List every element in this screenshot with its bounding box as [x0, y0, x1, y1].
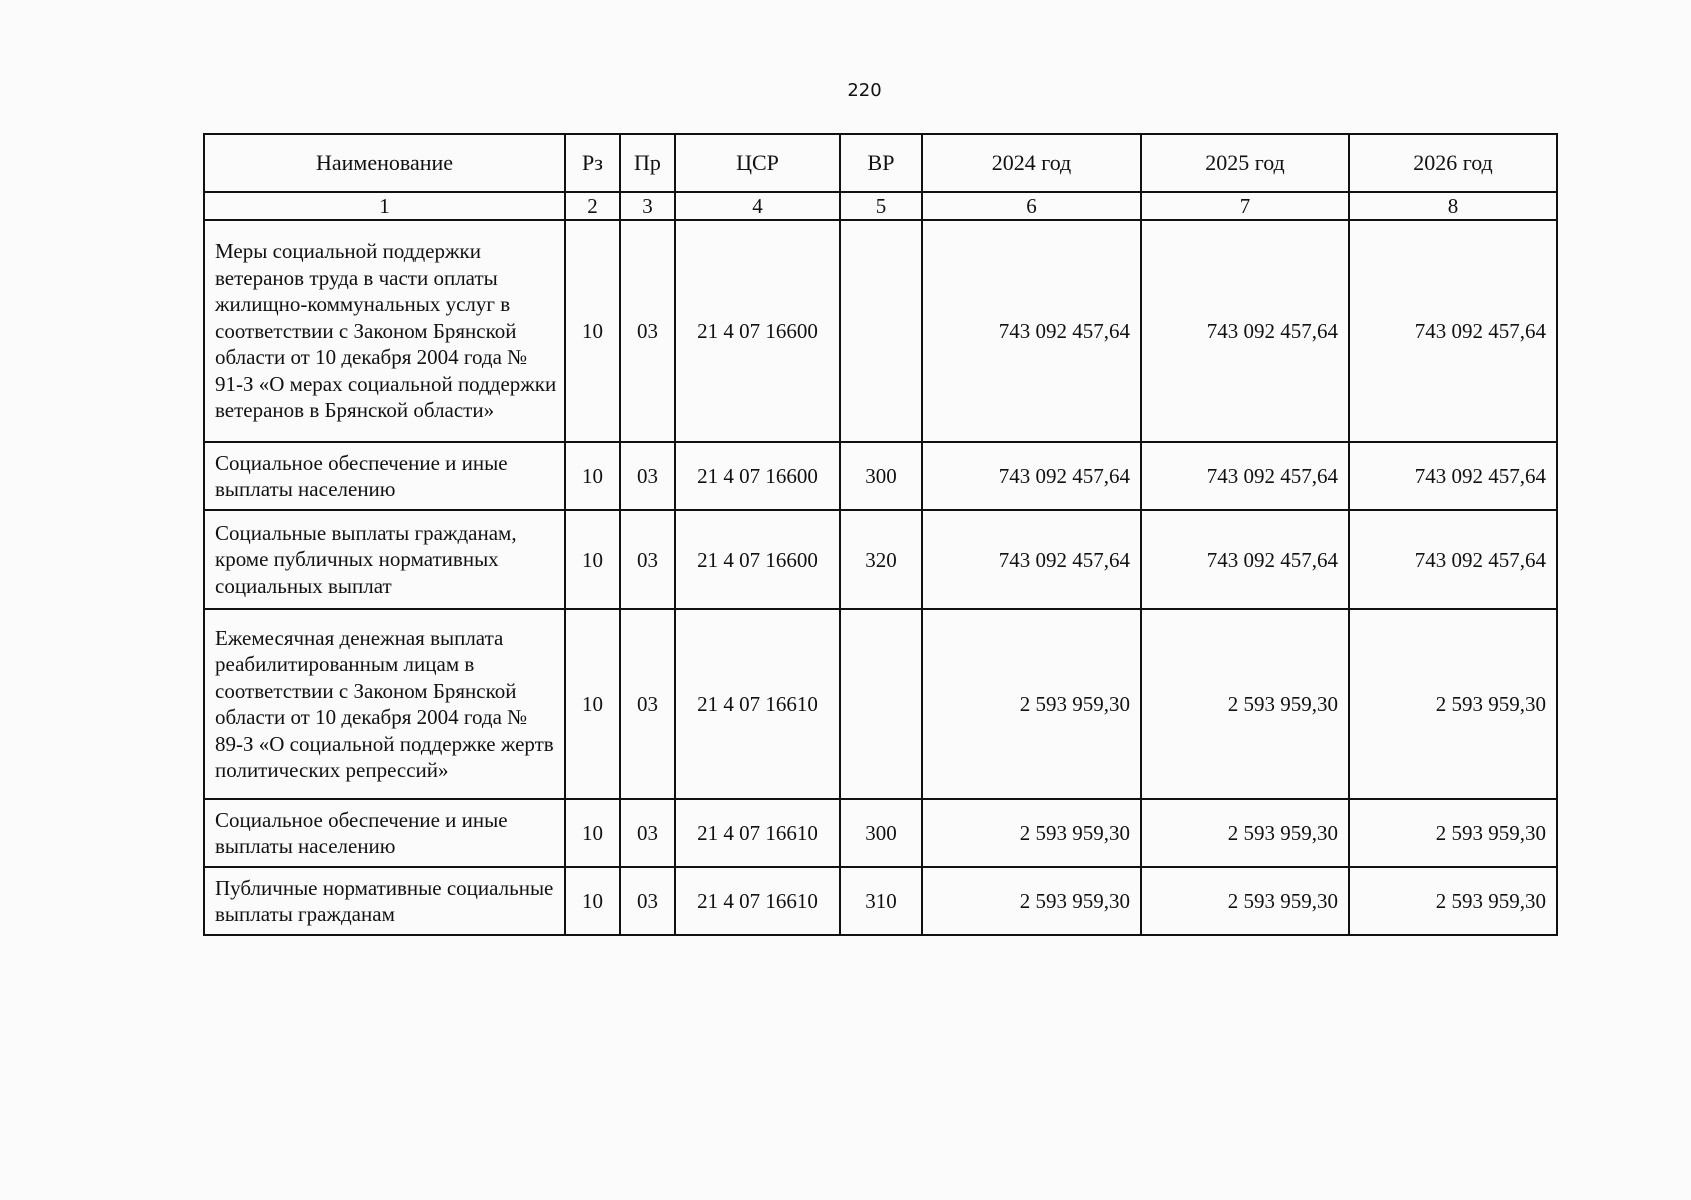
- row-name: Меры социальной поддержки ветеранов труда в части оплаты жилищно-коммунальных услуг в соответствии с Законом Брянской области от 10 декабря 2004 года № 91-З «О мерах социальной поддержки ветеранов в Брянской области»: [204, 220, 565, 442]
- row-2025: 2 593 959,30: [1141, 609, 1349, 799]
- row-pr: 03: [620, 510, 675, 609]
- table-row: [204, 609, 1557, 799]
- header-2025: 2025 год: [1141, 134, 1349, 192]
- table-row: [204, 220, 1557, 442]
- row-vr: 300: [840, 442, 922, 510]
- page-number: 220: [847, 80, 882, 101]
- row-rz: 10: [565, 867, 620, 935]
- header-pr: Пр: [620, 134, 675, 192]
- row-2025: 743 092 457,64: [1141, 510, 1349, 609]
- row-vr: 300: [840, 799, 922, 867]
- row-2025: 743 092 457,64: [1141, 220, 1349, 442]
- header-vr: ВР: [840, 134, 922, 192]
- row-2026: 2 593 959,30: [1349, 867, 1557, 935]
- row-2024: 743 092 457,64: [922, 510, 1141, 609]
- row-csr: 21 4 07 16610: [675, 799, 840, 867]
- header-row: [204, 134, 1557, 192]
- row-csr: 21 4 07 16610: [675, 609, 840, 799]
- row-pr: 03: [620, 867, 675, 935]
- table-row: [204, 799, 1557, 867]
- row-2026: 2 593 959,30: [1349, 799, 1557, 867]
- row-rz: 10: [565, 510, 620, 609]
- header-csr: ЦСР: [675, 134, 840, 192]
- row-csr: 21 4 07 16600: [675, 510, 840, 609]
- budget-table: [203, 133, 1558, 936]
- column-number: 6: [922, 192, 1141, 220]
- table-row: [204, 442, 1557, 510]
- row-vr: [840, 220, 922, 442]
- row-name: Социальные выплаты гражданам, кроме публичных нормативных социальных выплат: [204, 510, 565, 609]
- row-vr: [840, 609, 922, 799]
- row-rz: 10: [565, 609, 620, 799]
- row-rz: 10: [565, 220, 620, 442]
- row-2024: 2 593 959,30: [922, 799, 1141, 867]
- row-2026: 743 092 457,64: [1349, 510, 1557, 609]
- column-number-row: [204, 192, 1557, 220]
- row-name: Социальное обеспечение и иные выплаты населению: [204, 799, 565, 867]
- header-2024: 2024 год: [922, 134, 1141, 192]
- column-number: 8: [1349, 192, 1557, 220]
- row-2025: 743 092 457,64: [1141, 442, 1349, 510]
- header-rz: Рз: [565, 134, 620, 192]
- row-pr: 03: [620, 799, 675, 867]
- column-number: 3: [620, 192, 675, 220]
- row-2024: 743 092 457,64: [922, 442, 1141, 510]
- table-row: [204, 510, 1557, 609]
- table-row: [204, 867, 1557, 935]
- row-pr: 03: [620, 442, 675, 510]
- row-csr: 21 4 07 16600: [675, 220, 840, 442]
- row-name: Публичные нормативные социальные выплаты гражданам: [204, 867, 565, 935]
- row-rz: 10: [565, 442, 620, 510]
- header-2026: 2026 год: [1349, 134, 1557, 192]
- row-pr: 03: [620, 609, 675, 799]
- column-number: 7: [1141, 192, 1349, 220]
- row-vr: 310: [840, 867, 922, 935]
- column-number: 1: [204, 192, 565, 220]
- row-2025: 2 593 959,30: [1141, 799, 1349, 867]
- row-vr: 320: [840, 510, 922, 609]
- row-csr: 21 4 07 16610: [675, 867, 840, 935]
- row-name: Социальное обеспечение и иные выплаты населению: [204, 442, 565, 510]
- row-2025: 2 593 959,30: [1141, 867, 1349, 935]
- row-2024: 743 092 457,64: [922, 220, 1141, 442]
- row-2024: 2 593 959,30: [922, 867, 1141, 935]
- header-name: Наименование: [204, 134, 565, 192]
- column-number: 5: [840, 192, 922, 220]
- row-2026: 743 092 457,64: [1349, 442, 1557, 510]
- row-2026: 743 092 457,64: [1349, 220, 1557, 442]
- row-pr: 03: [620, 220, 675, 442]
- row-csr: 21 4 07 16600: [675, 442, 840, 510]
- column-number: 4: [675, 192, 840, 220]
- row-2024: 2 593 959,30: [922, 609, 1141, 799]
- column-number: 2: [565, 192, 620, 220]
- row-2026: 2 593 959,30: [1349, 609, 1557, 799]
- row-name: Ежемесячная денежная выплата реабилитированным лицам в соответствии с Законом Брянской области от 10 декабря 2004 года № 89-З «О социальной поддержке жертв политических репрессий»: [204, 609, 565, 799]
- row-rz: 10: [565, 799, 620, 867]
